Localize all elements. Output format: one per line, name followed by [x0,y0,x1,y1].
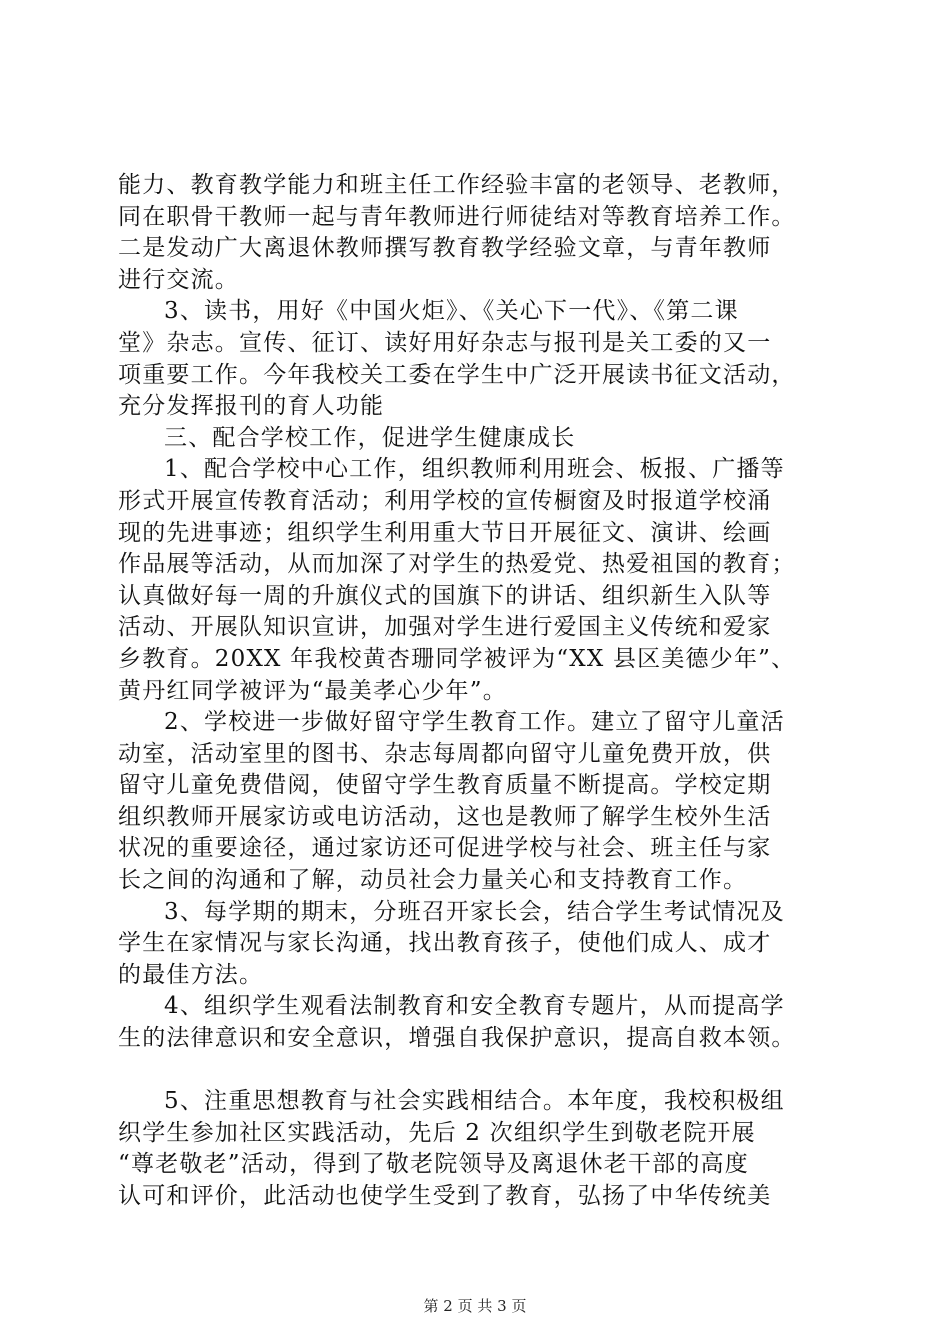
document-body [118,170,833,1213]
text-line: 项重要工作。今年我校关工委在学生中广泛开展读书征文活动， [118,361,796,388]
text-line: 活动、开展队知识宣讲，加强对学生进行爱国主义传统和爱家 [118,614,772,641]
text-line: 充分发挥报刊的育人功能 [118,393,385,420]
text-line: 堂》杂志。宣传、征订、读好用好杂志与报刊是关工委的又一 [118,329,772,356]
text-line: “尊老敬老”活动，得到了敬老院领导及离退休老干部的高度 [118,1151,749,1178]
paragraph-start-line: 1、配合学校中心工作，组织教师利用班会、板报、广播等 [164,456,785,483]
page-number-footer: 第 2 页 共 3 页 [423,1297,527,1315]
text-line: 乡教育。20XX 年我校黄杏珊同学被评为“XX 县区美德少年”、 [118,645,796,672]
text-line: 现的先进事迹；组织学生利用重大节日开展征文、演讲、绘画 [118,519,772,546]
text-line: 的最佳方法。 [118,961,264,988]
text-line: 留守儿童免费借阅，使留守学生教育质量不断提高。学校定期 [118,772,772,799]
text-line: 生的法律意识和安全意识，增强自我保护意识，提高自救本领。 [118,1025,796,1052]
text-line: 织学生参加社区实践活动，先后 2 次组织学生到敬老院开展 [118,1119,756,1146]
paragraph-start-line: 2、学校进一步做好留守学生教育工作。建立了留守儿童活 [164,709,785,736]
text-line: 动室，活动室里的图书、杂志每周都向留守儿童免费开放，供 [118,740,772,767]
text-line: 形式开展宣传教育活动；利用学校的宣传橱窗及时报道学校涌 [118,487,772,514]
text-line: 同在职骨干教师一起与青年教师进行师徒结对等教育培养工作。 [118,203,796,230]
paragraph-start-line: 4、组织学生观看法制教育和安全教育专题片，从而提高学 [164,993,785,1020]
text-line: 黄丹红同学被评为“最美孝心少年”。 [118,677,507,704]
paragraph-gap [118,1055,833,1087]
paragraph-start-line: 5、注重思想教育与社会实践相结合。本年度，我校积极组 [164,1088,785,1115]
paragraph-start-line: 3、每学期的期末，分班召开家长会，结合学生考试情况及 [164,898,785,925]
text-line: 能力、教育教学能力和班主任工作经验丰富的老领导、老教师， [118,172,796,198]
text-line: 组织教师开展家访或电访活动，这也是教师了解学生校外生活 [118,803,772,830]
text-line: 状况的重要途径，通过家访还可促进学校与社会、班主任与家 [118,835,772,862]
text-line: 进行交流。 [118,266,239,293]
text-line: 作品展等活动，从而加深了对学生的热爱党、热爱祖国的教育； [118,551,796,578]
text-line: 认可和评价，此活动也使学生受到了教育，弘扬了中华传统美 [118,1183,772,1209]
paragraph-start-line: 3、读书，用好《中国火炬》、《关心下一代》、《第二课 [164,298,739,325]
text-line: 长之间的沟通和了解，动员社会力量关心和支持教育工作。 [118,867,748,894]
text-line: 二是发动广大离退休教师撰写教育教学经验文章，与青年教师 [118,235,772,262]
section-heading: 三、配合学校工作，促进学生健康成长 [164,424,576,451]
text-line: 学生在家情况与家长沟通，找出教育孩子，使他们成人、成才 [118,930,772,957]
text-line: 认真做好每一周的升旗仪式的国旗下的讲话、组织新生入队等 [118,582,772,609]
